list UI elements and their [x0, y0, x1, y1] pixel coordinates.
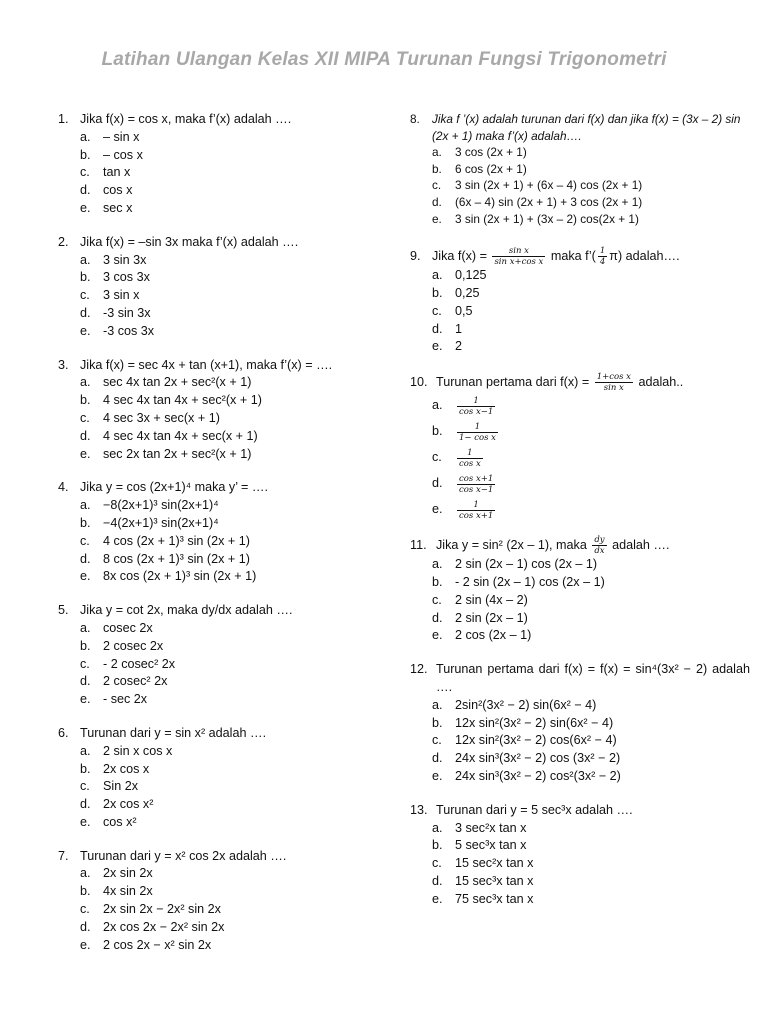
option-label: e. [80, 569, 91, 584]
question-text: Turunan dari y = sin x² adalah …. [80, 725, 267, 740]
option-text: 2sin²(3x² − 2) sin(6x² − 4) [455, 697, 597, 712]
fraction-denominator: cos x−1 [459, 484, 494, 495]
fraction-numerator: cos x+1 [459, 473, 494, 484]
fraction-denominator: sin x+cos x [494, 257, 544, 268]
fraction-denominator: cos x+1 [459, 510, 494, 521]
option-text: 2 sin (2x – 1) cos (2x – 1) [455, 557, 598, 572]
option-label: a. [80, 866, 91, 881]
option-label: e. [432, 891, 443, 906]
option-label: c. [80, 902, 90, 917]
question-4 [58, 479, 388, 586]
question-11 [410, 535, 750, 645]
question-number: 9. [410, 248, 421, 263]
option-d[interactable] [410, 873, 750, 891]
option-text: 1 [455, 321, 463, 336]
question-number: 8. [410, 112, 420, 126]
option-e[interactable] [410, 211, 750, 228]
option-text: 2 cosec 2x [103, 638, 164, 653]
option-label: d. [80, 551, 91, 566]
option-text: 0,5 [455, 303, 473, 318]
question-text: Jika f ’(x) adalah turunan dari f(x) dan jika f(x) = (3x – 2) sin (2x + 1) maka f’(x) adalah…. [432, 112, 741, 143]
option-e[interactable] [58, 200, 388, 218]
option-label: b. [80, 147, 91, 162]
question-7 [58, 848, 388, 955]
option-text: cos x [103, 183, 133, 198]
option-label: c. [80, 288, 90, 303]
option-d[interactable] [58, 919, 388, 937]
option-e[interactable] [58, 446, 388, 464]
option-label: d. [432, 194, 442, 209]
option-text: 3 sin 3x [103, 252, 147, 267]
option-c[interactable] [58, 901, 388, 919]
fraction [457, 448, 483, 469]
option-label: a. [80, 252, 91, 267]
option-label: e. [80, 200, 91, 215]
option-label: d. [432, 873, 443, 888]
fraction-numerator: dy [594, 535, 605, 546]
question-number: 4. [58, 480, 69, 495]
option-a[interactable] [58, 374, 388, 392]
option-text: 4 sec 4x tan 4x + sec²(x + 1) [103, 393, 262, 408]
option-c[interactable] [410, 177, 750, 194]
fraction [592, 535, 606, 556]
option-d[interactable] [58, 551, 388, 569]
option-c[interactable] [410, 732, 750, 750]
option-text: 12x sin²(3x² − 2) sin(6x² − 4) [455, 715, 614, 730]
question-12 [410, 661, 750, 786]
option-c[interactable] [58, 778, 388, 796]
option-c[interactable] [58, 164, 388, 182]
option-a[interactable] [410, 393, 750, 419]
option-label: c. [80, 656, 90, 671]
option-label: a. [80, 129, 91, 144]
option-text: 3 cos 3x [103, 270, 150, 285]
option-text: −8(2x+1)³ sin(2x+1)⁴ [103, 498, 219, 513]
option-text: 75 sec³x tan x [455, 891, 534, 906]
option-a[interactable] [410, 820, 750, 838]
option-b[interactable] [58, 269, 388, 287]
option-d[interactable] [410, 750, 750, 768]
option-text: 5 sec³x tan x [455, 838, 527, 853]
option-d[interactable] [410, 610, 750, 628]
option-e[interactable] [410, 627, 750, 645]
option-b[interactable] [410, 419, 750, 445]
option-e[interactable] [58, 814, 388, 832]
option-text: (6x – 4) sin (2x + 1) + 3 cos (2x + 1) [455, 194, 643, 209]
option-text: 2x cos 2x − 2x² sin 2x [103, 919, 225, 934]
question-3 [58, 357, 388, 464]
fraction-denominator: dx [594, 546, 605, 557]
question-text: π) adalah…. [609, 248, 680, 263]
fraction [492, 246, 545, 267]
option-text: 3 sin x [103, 288, 140, 303]
option-label: a. [432, 145, 442, 160]
question-text: Jika y = cot 2x, maka dy/dx adalah …. [80, 603, 293, 618]
option-text: 8 cos (2x + 1)³ sin (2x + 1) [103, 551, 250, 566]
option-text: 2x cos x² [103, 797, 154, 812]
option-text: −4(2x+1)³ sin(2x+1)⁴ [103, 515, 219, 530]
option-label: b. [80, 761, 91, 776]
option-d[interactable] [58, 673, 388, 691]
option-c[interactable] [410, 592, 750, 610]
option-text: 4x sin 2x [103, 884, 153, 899]
option-c[interactable] [58, 410, 388, 428]
fraction [457, 396, 495, 417]
option-text: 8x cos (2x + 1)³ sin (2x + 1) [103, 569, 257, 584]
option-label: b. [80, 884, 91, 899]
question-9 [410, 246, 750, 356]
question-text: adalah.. [638, 374, 684, 389]
option-label: b. [80, 393, 91, 408]
question-number: 3. [58, 357, 69, 372]
option-a[interactable] [58, 865, 388, 883]
fraction-numerator: 1 [599, 246, 606, 257]
option-text: 15 sec²x tan x [455, 856, 534, 871]
option-d[interactable] [410, 194, 750, 211]
option-c[interactable] [410, 445, 750, 471]
option-text: 4 sec 4x tan 4x + sec(x + 1) [103, 428, 258, 443]
option-label: b. [432, 715, 443, 730]
option-c[interactable] [58, 656, 388, 674]
option-text: 6 cos (2x + 1) [455, 161, 527, 176]
fraction [598, 246, 607, 267]
option-text: 24x sin³(3x² − 2) cos (3x² − 2) [455, 751, 621, 766]
option-label: e. [80, 446, 91, 461]
option-c[interactable] [410, 855, 750, 873]
question-number: 11. [410, 537, 427, 552]
option-e[interactable] [410, 768, 750, 786]
question-number: 13. [410, 802, 428, 817]
option-d[interactable] [58, 428, 388, 446]
option-label: d. [432, 476, 443, 491]
option-d[interactable] [58, 182, 388, 200]
question-text: Turunan pertama dari f(x) = [436, 374, 590, 389]
fraction-denominator: cos x [459, 458, 481, 469]
option-label: c. [80, 779, 90, 794]
option-label: e. [432, 339, 443, 354]
page-title: Latihan Ulangan Kelas XII MIPA Turunan Fungsi Trigonometri [101, 49, 667, 70]
question-text: Jika y = cos (2x+1)⁴ maka y’ = …. [80, 480, 268, 495]
option-text: 3 cos (2x + 1) [455, 145, 527, 160]
question-number: 5. [58, 603, 69, 618]
fraction [457, 500, 495, 521]
option-label: c. [432, 856, 442, 871]
option-d[interactable] [58, 796, 388, 814]
option-b[interactable] [58, 147, 388, 165]
option-text: -3 sin 3x [103, 305, 151, 320]
question-text: Jika f(x) = cos x, maka f’(x) adalah …. [80, 112, 292, 126]
option-label: c. [80, 165, 90, 180]
option-e[interactable] [410, 338, 750, 356]
option-label: d. [80, 428, 91, 443]
option-text: 4 cos (2x + 1)³ sin (2x + 1) [103, 533, 250, 548]
option-e[interactable] [58, 323, 388, 341]
option-text: Sin 2x [103, 779, 139, 794]
option-text: 2 cosec² 2x [103, 674, 168, 689]
option-text: cosec 2x [103, 620, 153, 635]
question-text: Jika f(x) = [432, 248, 487, 263]
option-c[interactable] [58, 533, 388, 551]
option-label: b. [432, 285, 443, 300]
option-text: 2 sin x cos x [103, 743, 173, 758]
option-c[interactable] [58, 287, 388, 305]
option-d[interactable] [410, 321, 750, 339]
option-label: c. [432, 592, 442, 607]
option-text: 3 sec²x tan x [455, 820, 527, 835]
option-a[interactable] [410, 697, 750, 715]
option-text: sec 2x tan 2x + sec²(x + 1) [103, 446, 252, 461]
option-b[interactable] [410, 161, 750, 178]
option-text: cos x² [103, 814, 137, 829]
option-label: e. [80, 937, 91, 952]
option-label: d. [432, 751, 443, 766]
option-label: a. [80, 498, 91, 513]
option-b[interactable] [410, 837, 750, 855]
option-text: 12x sin²(3x² − 2) cos(6x² − 4) [455, 733, 617, 748]
fraction-numerator: 1+cos x [596, 372, 631, 383]
fraction-numerator: 1 [457, 422, 498, 433]
fraction-numerator: 1 [457, 500, 495, 511]
option-label: b. [432, 838, 443, 853]
fraction-denominator: sin x [603, 383, 624, 394]
option-label: d. [80, 183, 91, 198]
option-label: e. [80, 692, 91, 707]
question-text: Turunan dari y = 5 sec³x adalah …. [436, 802, 633, 817]
option-b[interactable] [58, 761, 388, 779]
option-e[interactable] [58, 937, 388, 955]
option-label: d. [432, 321, 443, 336]
question-number: 1. [58, 112, 69, 126]
fraction-numerator: sin x [492, 246, 545, 257]
option-text: - sec 2x [103, 692, 148, 707]
fraction [595, 372, 633, 393]
option-label: e. [80, 323, 91, 338]
option-label: c. [80, 533, 90, 548]
question-text: maka f’( [550, 248, 596, 263]
question-10 [410, 372, 750, 523]
option-b[interactable] [58, 392, 388, 410]
question-text: Turunan pertama dari f(x) = f(x) = sin⁴(3x² − 2) adalah …. [436, 662, 750, 694]
option-text: 2 [455, 339, 463, 354]
option-b[interactable] [58, 638, 388, 656]
option-label: e. [432, 211, 442, 226]
option-text: 24x sin³(3x² − 2) cos²(3x² − 2) [455, 768, 621, 783]
option-label: d. [80, 797, 91, 812]
question-8 [410, 111, 750, 227]
option-text: sec x [103, 200, 133, 215]
left-column [58, 111, 388, 970]
option-label: a. [80, 620, 91, 635]
fraction-numerator: 1 [457, 448, 483, 459]
option-label: e. [432, 768, 443, 783]
fraction [457, 422, 498, 443]
question-text: Jika f(x) = sec 4x + tan (x+1), maka f’(x) = …. [80, 357, 333, 372]
fraction-numerator: 1 [457, 396, 495, 407]
option-label: b. [432, 161, 442, 176]
question-number: 10. [410, 374, 428, 389]
question-text: adalah …. [612, 537, 670, 552]
option-b[interactable] [58, 515, 388, 533]
option-a[interactable] [410, 267, 750, 285]
option-text: 2 sin (4x – 2) [455, 592, 528, 607]
question-text: Jika y = sin² (2x – 1), maka [436, 537, 587, 552]
question-number: 2. [58, 234, 69, 249]
option-d[interactable] [410, 471, 750, 497]
option-label: b. [80, 515, 91, 530]
option-text: 2 cos 2x − x² sin 2x [103, 937, 212, 952]
option-label: b. [80, 638, 91, 653]
option-label: a. [432, 557, 443, 572]
option-a[interactable] [58, 620, 388, 638]
question-number: 12. [410, 662, 428, 677]
option-label: d. [80, 674, 91, 689]
option-text: – cos x [103, 147, 143, 162]
option-text: 2 sin (2x – 1) [455, 610, 528, 625]
option-label: d. [80, 305, 91, 320]
option-label: e. [432, 502, 443, 517]
option-b[interactable] [410, 574, 750, 592]
option-text: 2x sin 2x − 2x² sin 2x [103, 902, 221, 917]
option-text: 3 sin (2x + 1) + (6x – 4) cos (2x + 1) [455, 178, 643, 193]
option-a[interactable] [410, 144, 750, 161]
option-b[interactable] [410, 285, 750, 303]
question-2 [58, 234, 388, 341]
option-label: e. [80, 814, 91, 829]
option-a[interactable] [58, 252, 388, 270]
option-label: d. [80, 919, 91, 934]
question-6 [58, 725, 388, 832]
option-e[interactable] [410, 497, 750, 523]
option-text: 0,25 [455, 285, 480, 300]
option-label: b. [432, 574, 443, 589]
question-text: Turunan dari y = x² cos 2x adalah …. [80, 848, 287, 863]
option-label: e. [432, 628, 443, 643]
option-a[interactable] [410, 556, 750, 574]
fraction-denominator: 1− cos x [459, 432, 496, 443]
option-e[interactable] [58, 691, 388, 709]
option-label: c. [432, 450, 442, 465]
option-text: 2x sin 2x [103, 866, 153, 881]
fraction-denominator: cos x−1 [459, 406, 494, 417]
option-label: c. [432, 733, 442, 748]
option-a[interactable] [58, 129, 388, 147]
option-label: c. [432, 303, 442, 318]
option-text: - 2 sin (2x – 1) cos (2x – 1) [455, 574, 605, 589]
option-text: 15 sec³x tan x [455, 873, 534, 888]
right-column [410, 111, 750, 924]
question-text: Jika f(x) = –sin 3x maka f’(x) adalah …. [80, 234, 299, 249]
option-text: 0,125 [455, 268, 487, 283]
option-text: tan x [103, 165, 131, 180]
option-label: a. [432, 398, 443, 413]
option-label: b. [432, 424, 443, 439]
question-number: 6. [58, 725, 69, 740]
question-5 [58, 602, 388, 709]
option-text: sec 4x tan 2x + sec²(x + 1) [103, 375, 252, 390]
option-b[interactable] [410, 715, 750, 733]
fraction-denominator: 4 [599, 257, 606, 268]
fraction [457, 474, 495, 495]
option-label: c. [80, 410, 90, 425]
question-number: 7. [58, 848, 69, 863]
option-b[interactable] [58, 883, 388, 901]
option-text: 4 sec 3x + sec(x + 1) [103, 410, 220, 425]
option-text: 3 sin (2x + 1) + (3x – 2) cos(2x + 1) [455, 211, 639, 226]
option-text: – sin x [103, 129, 140, 144]
option-a[interactable] [58, 497, 388, 515]
option-label: a. [432, 697, 443, 712]
option-text: - 2 cosec² 2x [103, 656, 176, 671]
option-a[interactable] [58, 743, 388, 761]
option-d[interactable] [58, 305, 388, 323]
option-text: -3 cos 3x [103, 323, 155, 338]
option-e[interactable] [58, 568, 388, 586]
question-13 [410, 802, 750, 909]
option-c[interactable] [410, 303, 750, 321]
option-text: 2 cos (2x – 1) [455, 628, 532, 643]
option-label: c. [432, 178, 442, 193]
option-label: a. [432, 820, 443, 835]
option-label: a. [80, 375, 91, 390]
question-1 [58, 111, 388, 218]
option-label: a. [80, 743, 91, 758]
option-e[interactable] [410, 891, 750, 909]
option-label: a. [432, 268, 443, 283]
option-label: d. [432, 610, 443, 625]
option-text: 2x cos x [103, 761, 150, 776]
option-label: b. [80, 270, 91, 285]
